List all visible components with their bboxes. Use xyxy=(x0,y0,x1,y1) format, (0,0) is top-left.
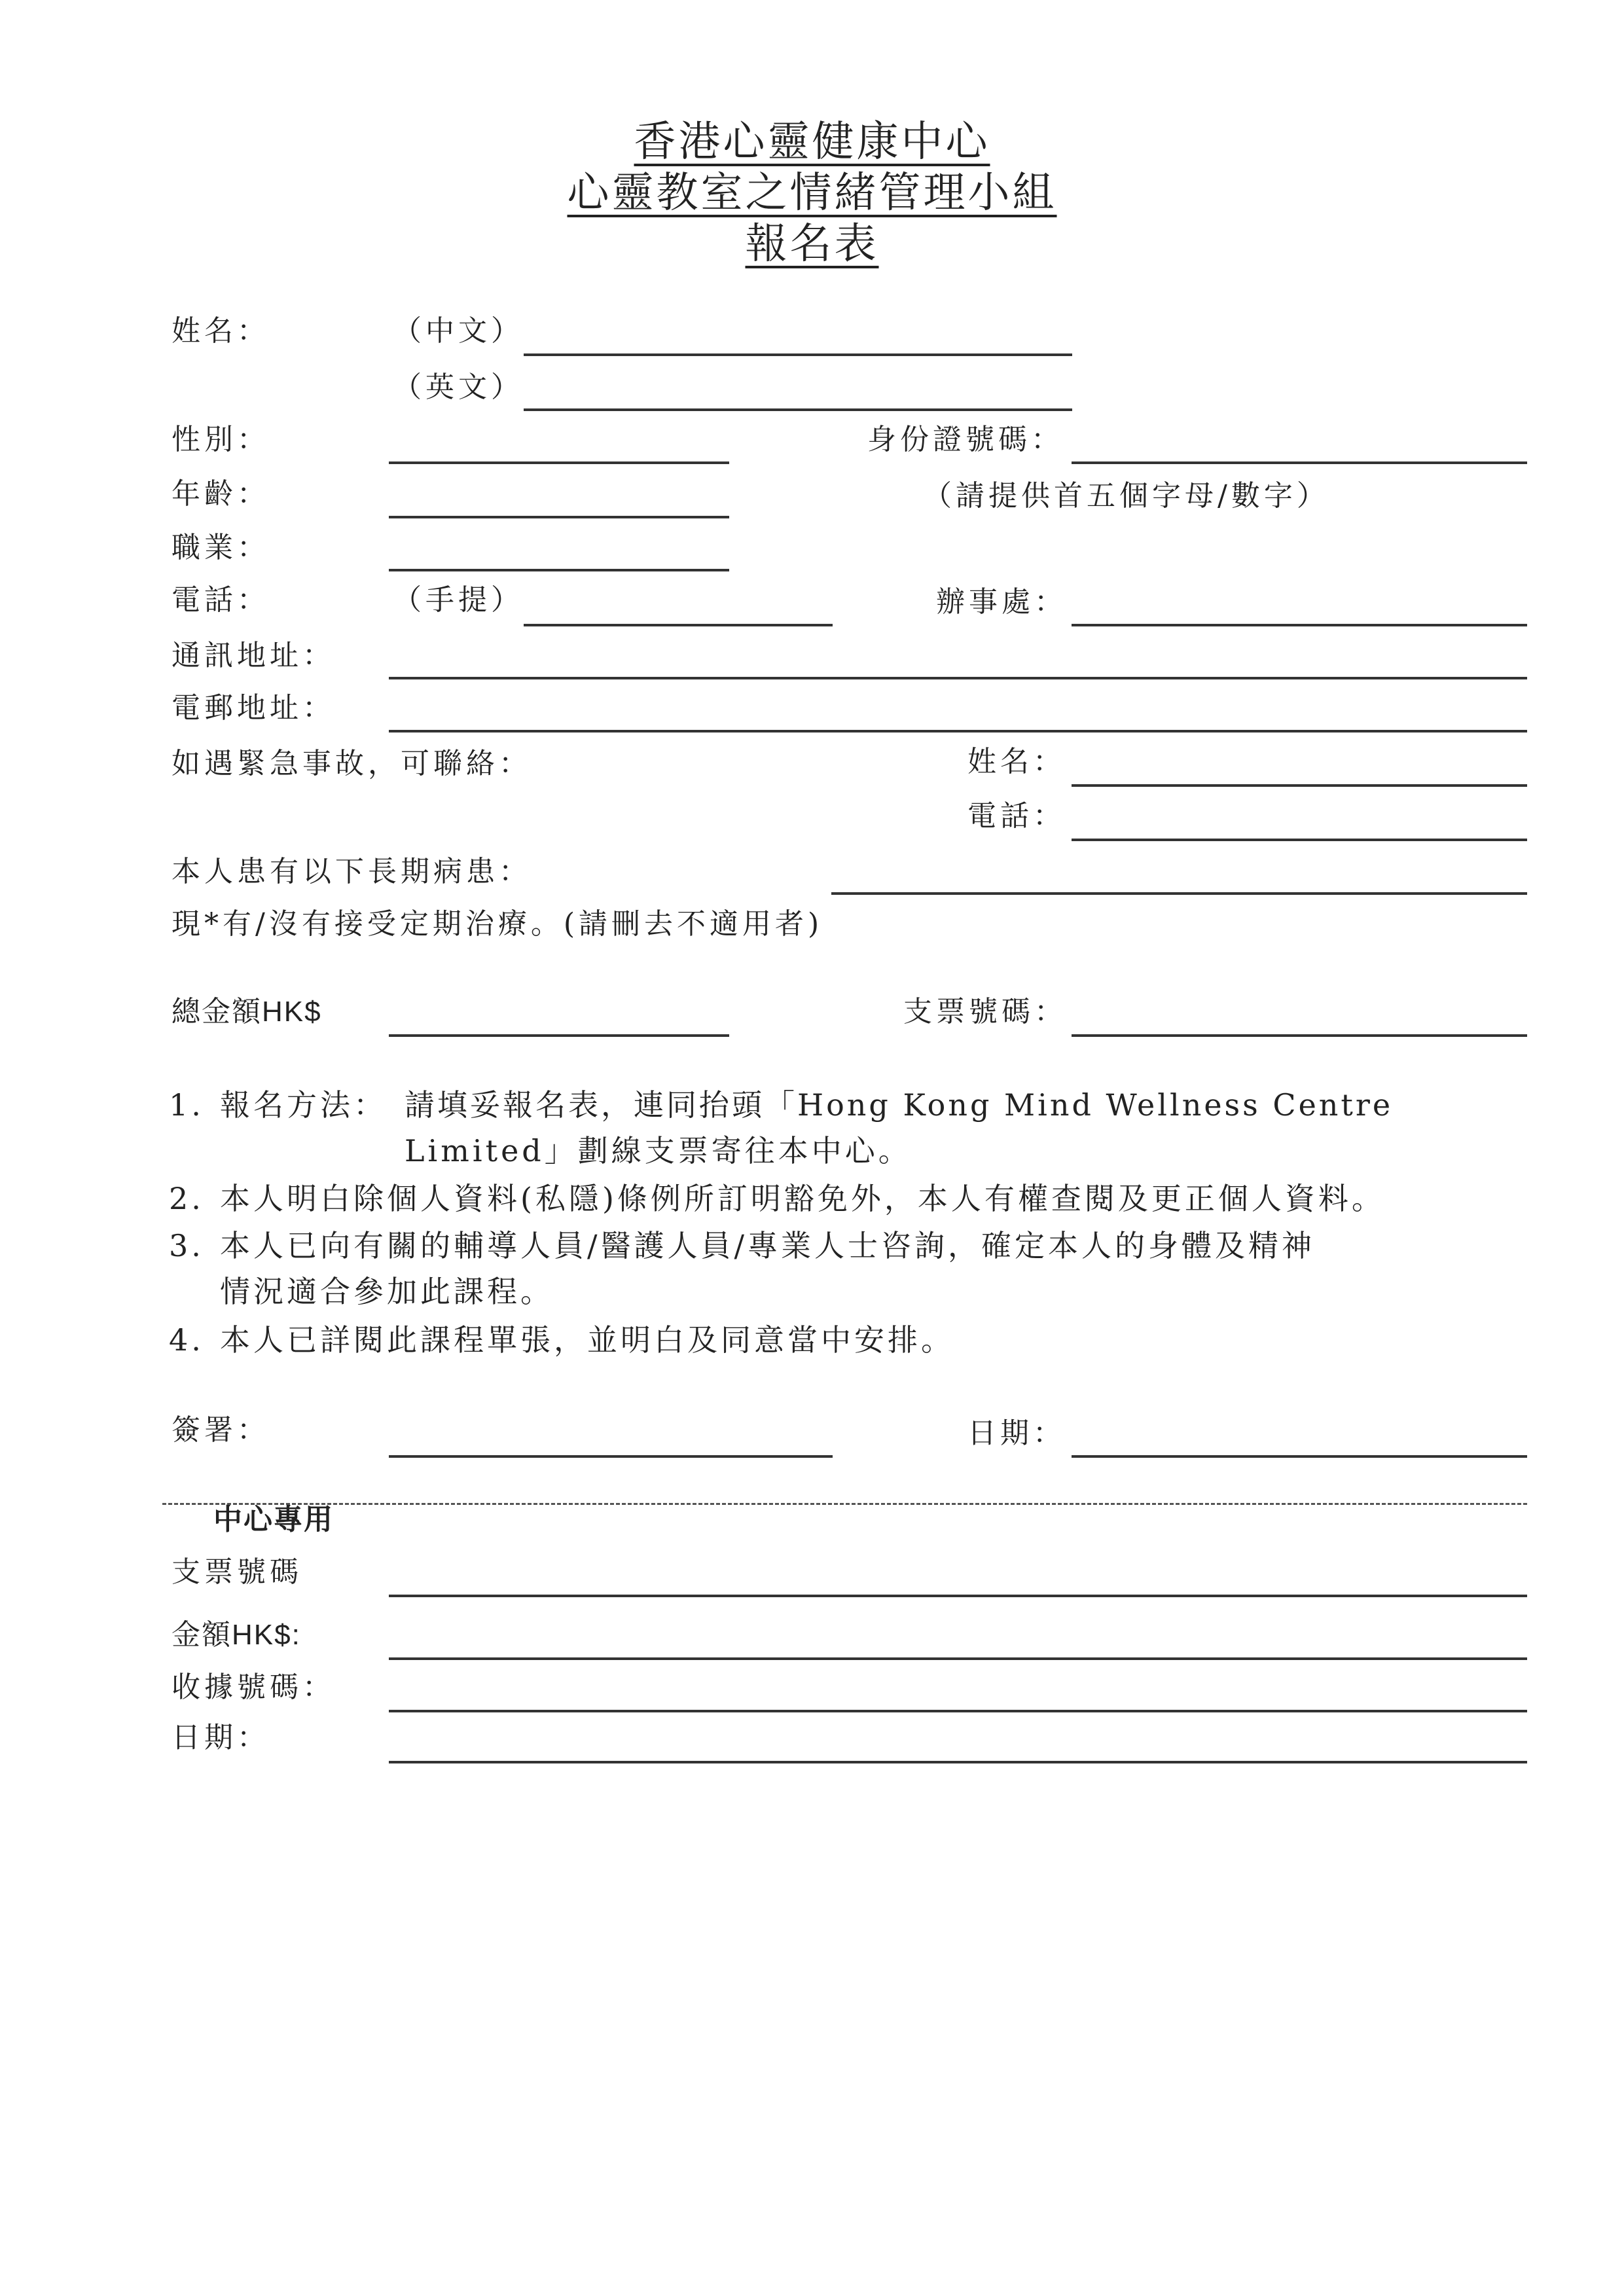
age-label: 年齡： xyxy=(171,477,270,511)
cut-line-divider xyxy=(162,1503,1527,1505)
chinese-name-field[interactable] xyxy=(524,353,1072,356)
form-title: 報名表 xyxy=(745,220,879,268)
note-4-text: 本人已詳閱此課程單張，並明白及同意當中安排。 xyxy=(220,1322,954,1358)
age-field[interactable] xyxy=(389,516,729,518)
emergency-phone-field[interactable] xyxy=(1072,839,1527,841)
center-name: 香港心靈健康中心 xyxy=(634,118,990,166)
office-amount-field[interactable] xyxy=(389,1657,1527,1660)
note-1-text: 請填妥報名表，連同抬頭「Hong Kong Mind Wellness Centre xyxy=(405,1087,1394,1123)
office-date-label: 日期： xyxy=(171,1721,270,1754)
office-phone-label: 辦事處： xyxy=(936,585,1067,619)
english-name-label: （英文） xyxy=(393,370,524,404)
illness-field[interactable] xyxy=(831,892,1527,895)
treatment-statement: 現*有/沒有接受定期治療。(請刪去不適用者) xyxy=(171,907,823,941)
address-field[interactable] xyxy=(389,677,1527,679)
office-cheque-label: 支票號碼 xyxy=(171,1555,302,1589)
note-3-text-cont: 情況適合參加此課程。 xyxy=(220,1274,554,1309)
note-4-number: 4. xyxy=(169,1322,204,1358)
signature-date-label: 日期： xyxy=(967,1417,1066,1450)
id-number-label: 身份證號碼： xyxy=(867,423,1064,456)
name-label: 姓名： xyxy=(171,314,270,348)
email-label: 電郵地址： xyxy=(171,691,335,725)
signature-label: 簽署： xyxy=(171,1413,270,1447)
phone-label: 電話： xyxy=(171,583,270,617)
emergency-phone-label: 電話： xyxy=(967,799,1066,833)
total-amount-field[interactable] xyxy=(389,1034,729,1037)
office-phone-field[interactable] xyxy=(1072,624,1527,626)
note-1-heading: 報名方法： xyxy=(220,1087,387,1123)
note-2-number: 2. xyxy=(169,1181,204,1216)
mobile-field[interactable] xyxy=(524,624,833,626)
course-title: 心靈教室之情緒管理小組 xyxy=(567,169,1057,217)
emergency-name-label: 姓名： xyxy=(967,745,1066,778)
office-amount-label: 金額HK$: xyxy=(171,1619,301,1651)
address-label: 通訊地址： xyxy=(171,639,335,672)
mobile-label: （手提） xyxy=(393,583,524,617)
id-number-note: （請提供首五個字母/數字） xyxy=(923,479,1329,513)
office-receipt-label: 收據號碼： xyxy=(171,1671,335,1704)
cheque-number-label: 支票號碼： xyxy=(903,995,1067,1028)
note-2-text: 本人明白除個人資料(私隱)條例所訂明豁免外，本人有權查閱及更正個人資料。 xyxy=(220,1181,1385,1216)
emergency-contact-label: 如遇緊急事故，可聯絡： xyxy=(171,747,532,780)
chinese-name-label: （中文） xyxy=(393,314,524,348)
note-1-text-cont: Limited」劃線支票寄往本中心。 xyxy=(405,1133,912,1168)
office-use-heading: 中心專用 xyxy=(213,1504,334,1536)
total-amount-label: 總金額HK$ xyxy=(171,996,322,1028)
note-3-text: 本人已向有關的輔導人員/醫護人員/專業人士咨詢，確定本人的身體及精神 xyxy=(220,1228,1315,1263)
office-date-field[interactable] xyxy=(389,1761,1527,1763)
signature-field[interactable] xyxy=(389,1455,833,1458)
office-cheque-field[interactable] xyxy=(389,1595,1527,1597)
note-3-number: 3. xyxy=(169,1228,204,1263)
gender-label: 性別： xyxy=(171,423,270,456)
signature-date-field[interactable] xyxy=(1072,1455,1527,1458)
occupation-field[interactable] xyxy=(389,569,729,571)
cheque-number-field[interactable] xyxy=(1072,1034,1527,1037)
english-name-field[interactable] xyxy=(524,408,1072,411)
emergency-name-field[interactable] xyxy=(1072,784,1527,787)
gender-field[interactable] xyxy=(389,461,729,464)
email-field[interactable] xyxy=(389,730,1527,732)
illness-label: 本人患有以下長期病患： xyxy=(171,855,532,888)
id-number-field[interactable] xyxy=(1072,461,1527,464)
note-1-number: 1. xyxy=(169,1087,204,1123)
occupation-label: 職業： xyxy=(171,531,270,564)
office-receipt-field[interactable] xyxy=(389,1710,1527,1712)
